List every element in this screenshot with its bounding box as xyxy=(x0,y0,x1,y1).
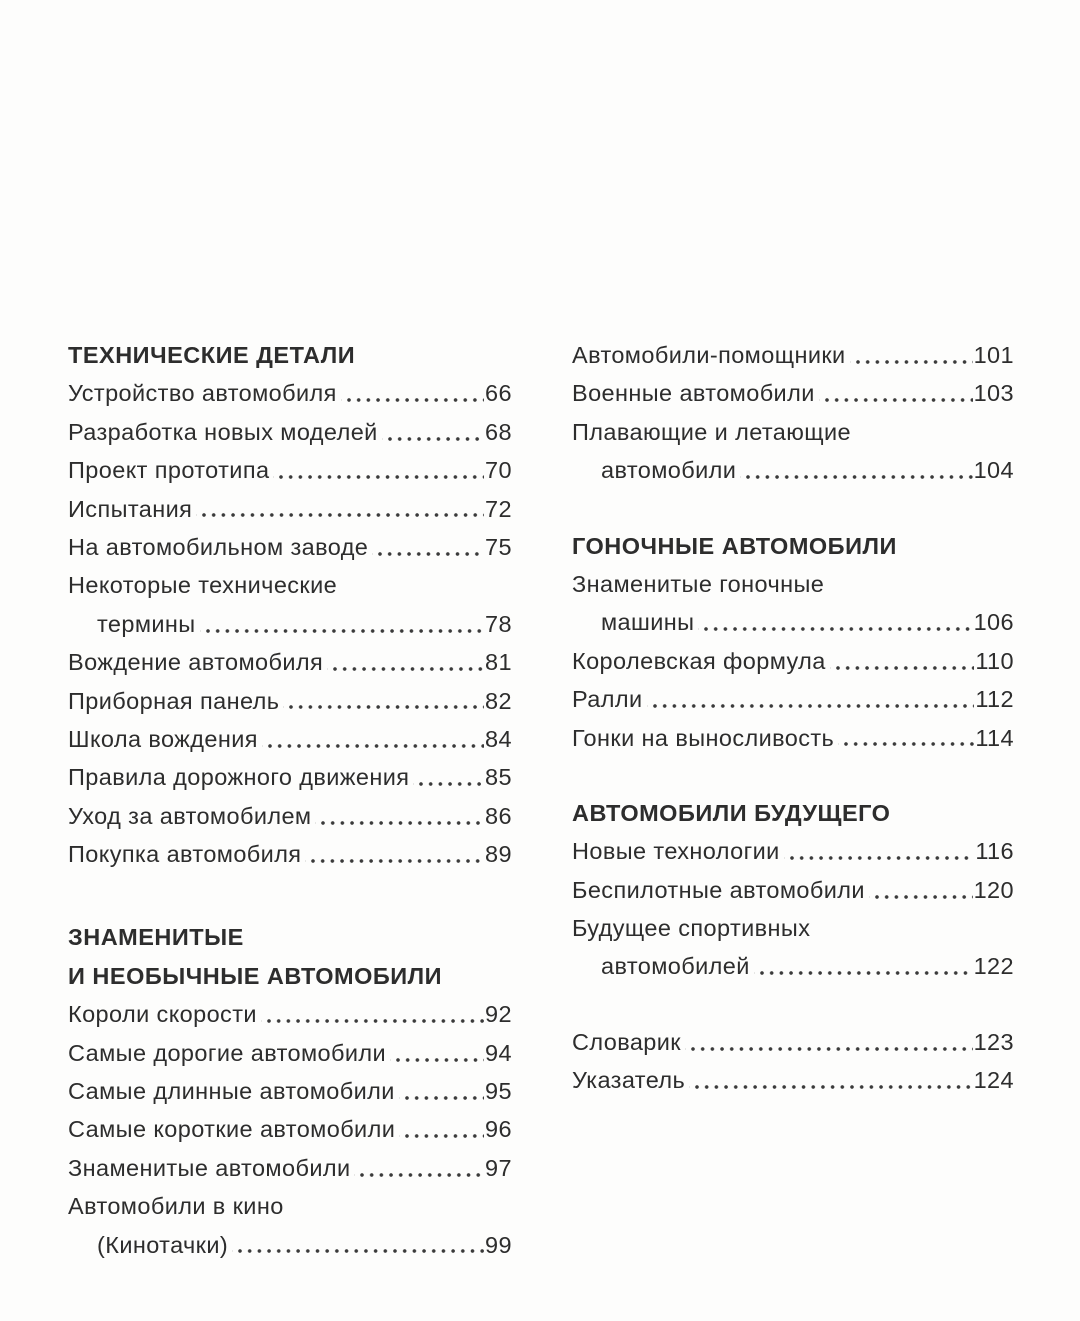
toc-entry-page-number: 116 xyxy=(975,838,1014,865)
toc-entry-page-number: 124 xyxy=(973,1067,1014,1094)
toc-entry xyxy=(572,336,1014,374)
toc-heading-text: ТЕХНИЧЕСКИЕ ДЕТАЛИ xyxy=(68,342,356,368)
dot-leader xyxy=(830,642,975,680)
toc-entry-label: Испытания xyxy=(68,495,193,522)
section-gap xyxy=(68,873,512,918)
dot-leader xyxy=(399,1072,484,1110)
dot-leader xyxy=(869,871,973,909)
toc-entry-page-number: 92 xyxy=(485,1001,512,1028)
toc-entry-page-number: 106 xyxy=(973,609,1014,636)
toc-entry-page-number: 72 xyxy=(485,495,512,522)
toc-entry xyxy=(572,832,1014,870)
toc-entry xyxy=(68,374,512,412)
toc-entry xyxy=(68,1149,512,1187)
dot-leader xyxy=(754,947,973,985)
toc-entry-page-number: 81 xyxy=(485,649,512,676)
toc-entry-label: Уход за автомобилем xyxy=(68,802,312,829)
toc-entry-label: Будущее спортивных xyxy=(572,915,811,942)
toc-entry-label: Проект прототипа xyxy=(68,457,270,484)
toc-entry-page-number: 123 xyxy=(973,1028,1014,1055)
toc-entry-page-number: 89 xyxy=(485,841,512,868)
dot-leader xyxy=(689,1061,972,1099)
toc-entry-page-number: 104 xyxy=(973,457,1014,484)
toc-entry-label: (Кинотачки) xyxy=(97,1231,229,1258)
toc-entry xyxy=(572,719,1014,757)
toc-entry-page-number: 68 xyxy=(485,418,512,445)
toc-heading-text: ЗНАМЕНИТЫЕ xyxy=(68,924,244,951)
toc-entry xyxy=(68,1226,512,1264)
toc-entry-page-number: 112 xyxy=(975,686,1014,713)
dot-leader xyxy=(372,528,484,566)
dot-leader xyxy=(390,1034,484,1072)
toc-entry-label: Разработка новых моделей xyxy=(68,418,378,445)
dot-leader xyxy=(850,336,973,374)
toc-entry-label: Новые технологии xyxy=(572,838,780,865)
toc-entry-label: Самые длинные автомобили xyxy=(68,1078,395,1105)
toc-entry-first-line xyxy=(572,909,1014,947)
section-gap xyxy=(572,757,1014,794)
dot-leader xyxy=(838,719,974,757)
toc-entry-page-number: 110 xyxy=(975,647,1014,674)
dot-leader xyxy=(399,1110,484,1148)
toc-entry xyxy=(68,413,512,451)
toc-entry-label: Плавающие и летающие xyxy=(572,418,852,445)
toc-entry xyxy=(68,643,512,681)
dot-leader xyxy=(273,451,484,489)
toc-entry-label: Правила дорожного движения xyxy=(68,764,410,791)
toc-entry-label: Военные автомобили xyxy=(572,380,815,407)
toc-entry-page-number: 70 xyxy=(485,457,512,484)
toc-entry xyxy=(68,1110,512,1148)
toc-entry-page-number: 101 xyxy=(973,342,1014,368)
toc-entry-page-number: 66 xyxy=(485,380,512,407)
toc-entry-page-number: 78 xyxy=(485,610,512,637)
dot-leader xyxy=(232,1226,484,1264)
toc-entry-first-line xyxy=(68,1187,512,1225)
dot-leader xyxy=(784,832,975,870)
toc-entry xyxy=(572,1061,1014,1099)
toc-entry-label: Короли скорости xyxy=(68,1001,257,1028)
toc-entry-label: Школа вождения xyxy=(68,725,258,752)
toc-entry xyxy=(572,1023,1014,1061)
toc-column-right xyxy=(572,336,1014,1100)
toc-entry-label: Самые дорогие автомобили xyxy=(68,1039,387,1066)
toc-entry-page-number: 103 xyxy=(973,380,1014,407)
toc-entry-page-number: 94 xyxy=(485,1039,512,1066)
toc-entry-label: автомобилей xyxy=(601,953,750,980)
toc-section-heading xyxy=(68,918,512,956)
toc-entry xyxy=(68,797,512,835)
toc-entry xyxy=(68,490,512,528)
dot-leader xyxy=(341,374,484,412)
toc-entry-first-line xyxy=(572,413,1014,451)
toc-entry-label: Беспилотные автомобили xyxy=(572,876,865,903)
dot-leader xyxy=(196,490,484,528)
dot-leader xyxy=(327,643,484,681)
toc-section-heading xyxy=(68,336,512,374)
toc-entry xyxy=(572,642,1014,680)
dot-leader xyxy=(315,797,484,835)
dot-leader xyxy=(382,413,484,451)
toc-entry-label: Указатель xyxy=(572,1067,686,1094)
toc-entry-label: Гонки на выносливость xyxy=(572,724,835,751)
toc-entry-label: Автомобили-помощники xyxy=(572,342,846,368)
toc-entry-page-number: 86 xyxy=(485,802,512,829)
toc-entry-page-number: 99 xyxy=(485,1231,512,1258)
toc-entry-label: термины xyxy=(97,610,196,637)
toc-entry-label: Некоторые технические xyxy=(68,572,338,599)
toc-entry xyxy=(68,451,512,489)
dot-leader xyxy=(305,835,484,873)
toc-entry xyxy=(68,1072,512,1110)
toc-entry xyxy=(68,682,512,720)
toc-entry-label: Самые короткие автомобили xyxy=(68,1116,396,1143)
toc-entry-page-number: 82 xyxy=(485,687,512,714)
toc-entry xyxy=(68,528,512,566)
toc-entry-label: Приборная панель xyxy=(68,687,280,714)
toc-entry-label: машины xyxy=(601,609,695,636)
toc-entry-page-number: 95 xyxy=(485,1078,512,1105)
toc-entry-label: Вождение автомобиля xyxy=(68,649,324,676)
dot-leader xyxy=(261,995,484,1033)
toc-entry xyxy=(68,1034,512,1072)
toc-entry-first-line xyxy=(68,566,512,604)
toc-entry-first-line xyxy=(572,565,1014,603)
toc-entry xyxy=(68,605,512,643)
toc-entry-label: Покупка автомобиля xyxy=(68,841,302,868)
toc-entry-label: Знаменитые автомобили xyxy=(68,1154,351,1181)
dot-leader xyxy=(685,1023,973,1061)
toc-entry-label: На автомобильном заводе xyxy=(68,533,369,560)
dot-leader xyxy=(647,680,975,718)
toc-heading-text: АВТОМОБИЛИ БУДУЩЕГО xyxy=(572,799,891,826)
toc-entry xyxy=(572,374,1014,412)
toc-entry-page-number: 85 xyxy=(485,764,512,791)
dot-leader xyxy=(200,605,484,643)
toc-entry-page-number: 84 xyxy=(485,725,512,752)
toc-entry-page-number: 96 xyxy=(485,1116,512,1143)
toc-entry-page-number: 122 xyxy=(973,953,1014,980)
dot-leader xyxy=(413,758,484,796)
toc-entry-page-number: 97 xyxy=(485,1154,512,1181)
toc-heading-text: ГОНОЧНЫЕ АВТОМОБИЛИ xyxy=(572,532,897,559)
toc-entry-label: автомобили xyxy=(601,457,737,484)
toc-entry xyxy=(572,947,1014,985)
section-gap xyxy=(572,986,1014,1023)
dot-leader xyxy=(740,451,972,489)
toc-entry-label: Ралли xyxy=(572,686,643,713)
toc-entry xyxy=(68,720,512,758)
toc-entry xyxy=(572,603,1014,641)
dot-leader xyxy=(354,1149,484,1187)
toc-entry-page-number: 120 xyxy=(973,876,1014,903)
toc-entry xyxy=(68,758,512,796)
toc-entry-label: Знаменитые гоночные xyxy=(572,570,825,597)
toc-entry-page-number: 75 xyxy=(485,533,512,560)
toc-entry-label: Автомобили в кино xyxy=(68,1193,284,1220)
toc-column-left xyxy=(68,336,512,1264)
dot-leader xyxy=(698,603,972,641)
toc-section-heading xyxy=(572,794,1014,832)
dot-leader xyxy=(819,374,973,412)
toc-section-heading xyxy=(68,957,512,995)
toc-section-heading xyxy=(572,527,1014,565)
toc-entry-page-number: 114 xyxy=(975,724,1014,751)
toc-entry xyxy=(572,680,1014,718)
toc-entry xyxy=(68,835,512,873)
toc-entry-label: Словарик xyxy=(572,1028,681,1055)
toc-entry-label: Устройство автомобиля xyxy=(68,380,337,407)
toc-entry-label: Королевская формула xyxy=(572,647,826,674)
toc-heading-text: И НЕОБЫЧНЫЕ АВТОМОБИЛИ xyxy=(68,962,443,989)
toc-entry xyxy=(572,871,1014,909)
dot-leader xyxy=(283,682,484,720)
section-gap xyxy=(572,490,1014,527)
toc-entry xyxy=(572,451,1014,489)
toc-entry xyxy=(68,995,512,1033)
dot-leader xyxy=(262,720,484,758)
